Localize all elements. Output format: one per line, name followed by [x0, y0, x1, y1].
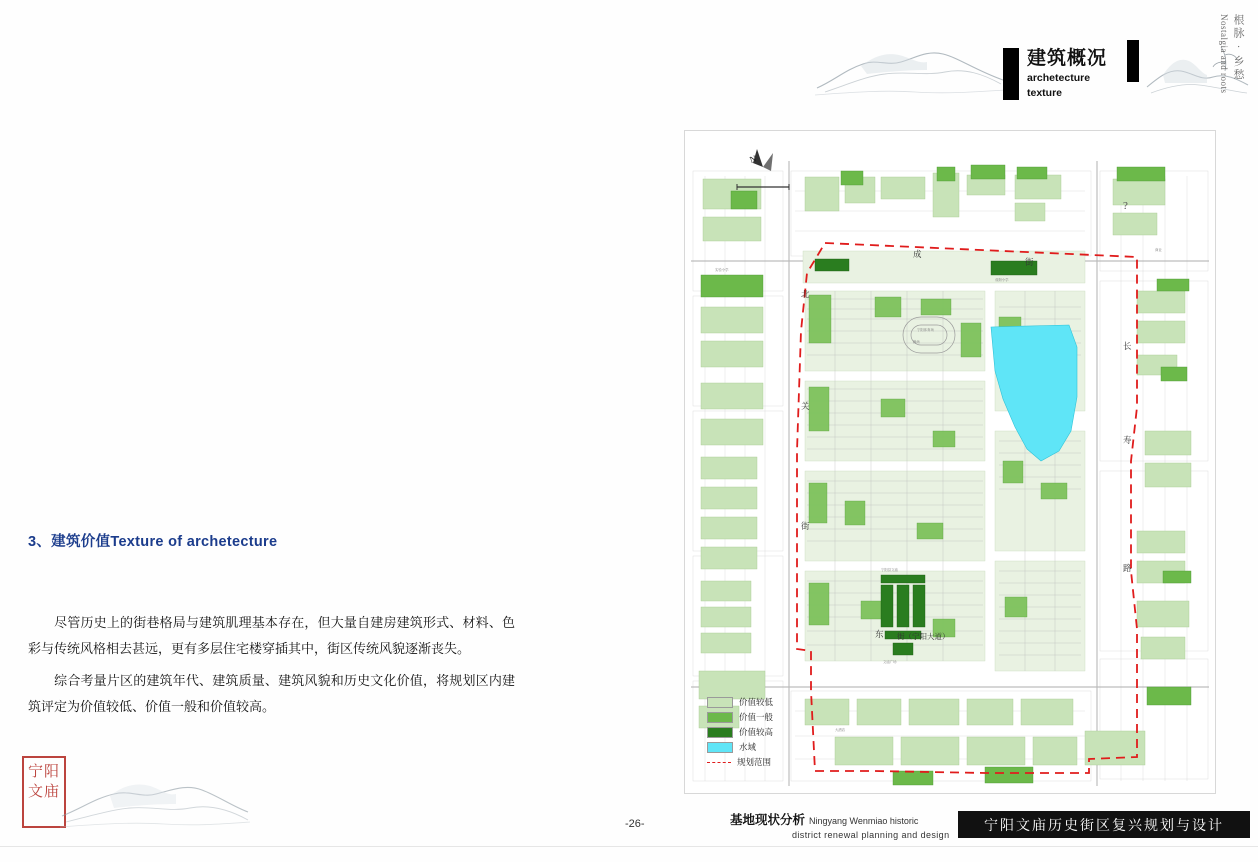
header-title-block [1003, 48, 1107, 100]
legend-label-low: 价值较低 [739, 697, 774, 707]
map-label-jie-2: 街 [801, 521, 810, 531]
svg-text:?: ? [1123, 200, 1128, 212]
legend-item-low [707, 696, 773, 709]
map-label-chang: 长 [1123, 341, 1132, 351]
map-drawing[interactable] [685, 131, 1215, 793]
north-label: N [748, 153, 758, 165]
legend-item-boundary [707, 756, 773, 769]
map-label-lu: 路 [1123, 563, 1132, 573]
paragraph-1-text: 尽管历史上的街巷格局与建筑肌理基本存在，但大量自建房建筑形式、材料、色彩与传统风格相去甚远，更有多层住宅楼穿插其中，街区传统风貌逐渐丧失。 [28, 615, 515, 656]
ink-wash-mountain-left-icon [815, 40, 1005, 100]
paragraph-2-text: 综合考量片区的建筑年代、建筑质量、建筑风貌和历史文化价值，将规划区内建筑评定为价值较低、价值一般和价值较高。 [28, 673, 515, 714]
seal-line-2: 文庙 [27, 784, 60, 800]
page-header [815, 10, 1250, 120]
footer-caption-en-1: Ningyang Wenmiao historic [809, 816, 919, 826]
legend-swatch-water [707, 742, 733, 753]
ink-wash-mountain-bottom-icon [60, 770, 250, 832]
svg-text:成街小学: 成街小学 [995, 278, 1009, 282]
legend-swatch-medium [707, 712, 733, 723]
footer-caption-en-2: district renewal planning and design [792, 830, 950, 840]
header-title-cn: 建筑概况 [1027, 48, 1108, 69]
header-title-en-1: archetecture [1027, 71, 1091, 84]
page-number: -26- [625, 818, 645, 830]
footer-divider [0, 846, 1258, 847]
title-accent-bar [1003, 48, 1019, 100]
map-label-shou: 寿 [1123, 435, 1132, 445]
legend-swatch-high [707, 727, 733, 738]
footer-caption-cn: 基地现状分析 [730, 813, 806, 827]
svg-text:宁阳县文庙: 宁阳县文庙 [881, 568, 898, 572]
body-paragraph-2 [28, 668, 515, 720]
footer-project-title: 宁阳文庙历史街区复兴规划与设计 [958, 811, 1250, 838]
seal-line-1: 宁阳 [27, 764, 60, 780]
svg-text:宁阳体育场: 宁阳体育场 [917, 328, 934, 332]
map-label-bei: 北 [801, 289, 810, 299]
svg-text:操场: 操场 [913, 340, 920, 344]
legend-label-boundary: 规划范围 [737, 757, 772, 767]
section-heading: 3、建筑价值Texture of archetecture [28, 534, 278, 550]
legend-swatch-low [707, 697, 733, 708]
legend-label-high: 价值较高 [739, 727, 774, 737]
map-label-jie-3: 街（宁阳大道） [897, 632, 950, 641]
footer-caption [730, 810, 960, 842]
map-label-cheng: 成 [913, 249, 922, 259]
svg-text:文庙广场: 文庙广场 [883, 660, 897, 664]
legend-item-high [707, 726, 773, 739]
map-legend [707, 696, 773, 771]
header-title-en-2: texture [1027, 86, 1063, 99]
header-vertical-tag [1218, 14, 1246, 114]
vertical-tag-cn: 根脉 · 乡愁 [1232, 14, 1244, 82]
north-arrow-icon [733, 145, 793, 200]
legend-item-medium [707, 711, 773, 724]
svg-text:商业: 商业 [1155, 248, 1162, 252]
map-label-jie-1: 街 [1025, 257, 1034, 267]
legend-label-medium: 价值一般 [739, 712, 774, 722]
site-analysis-map[interactable] [684, 130, 1216, 794]
vertical-tag-en: Nostalgia and roots [1219, 14, 1229, 94]
legend-item-water [707, 741, 773, 754]
svg-text:大酒店: 大酒店 [835, 728, 846, 732]
legend-label-water: 水域 [739, 742, 757, 752]
title-accent-bar-right [1127, 40, 1139, 82]
map-label-dong: 东 [875, 629, 884, 639]
map-label-guan: 关 [801, 401, 810, 411]
svg-text:实验小学: 实验小学 [715, 268, 729, 272]
body-paragraph-1 [28, 610, 515, 662]
legend-swatch-boundary [707, 762, 731, 763]
